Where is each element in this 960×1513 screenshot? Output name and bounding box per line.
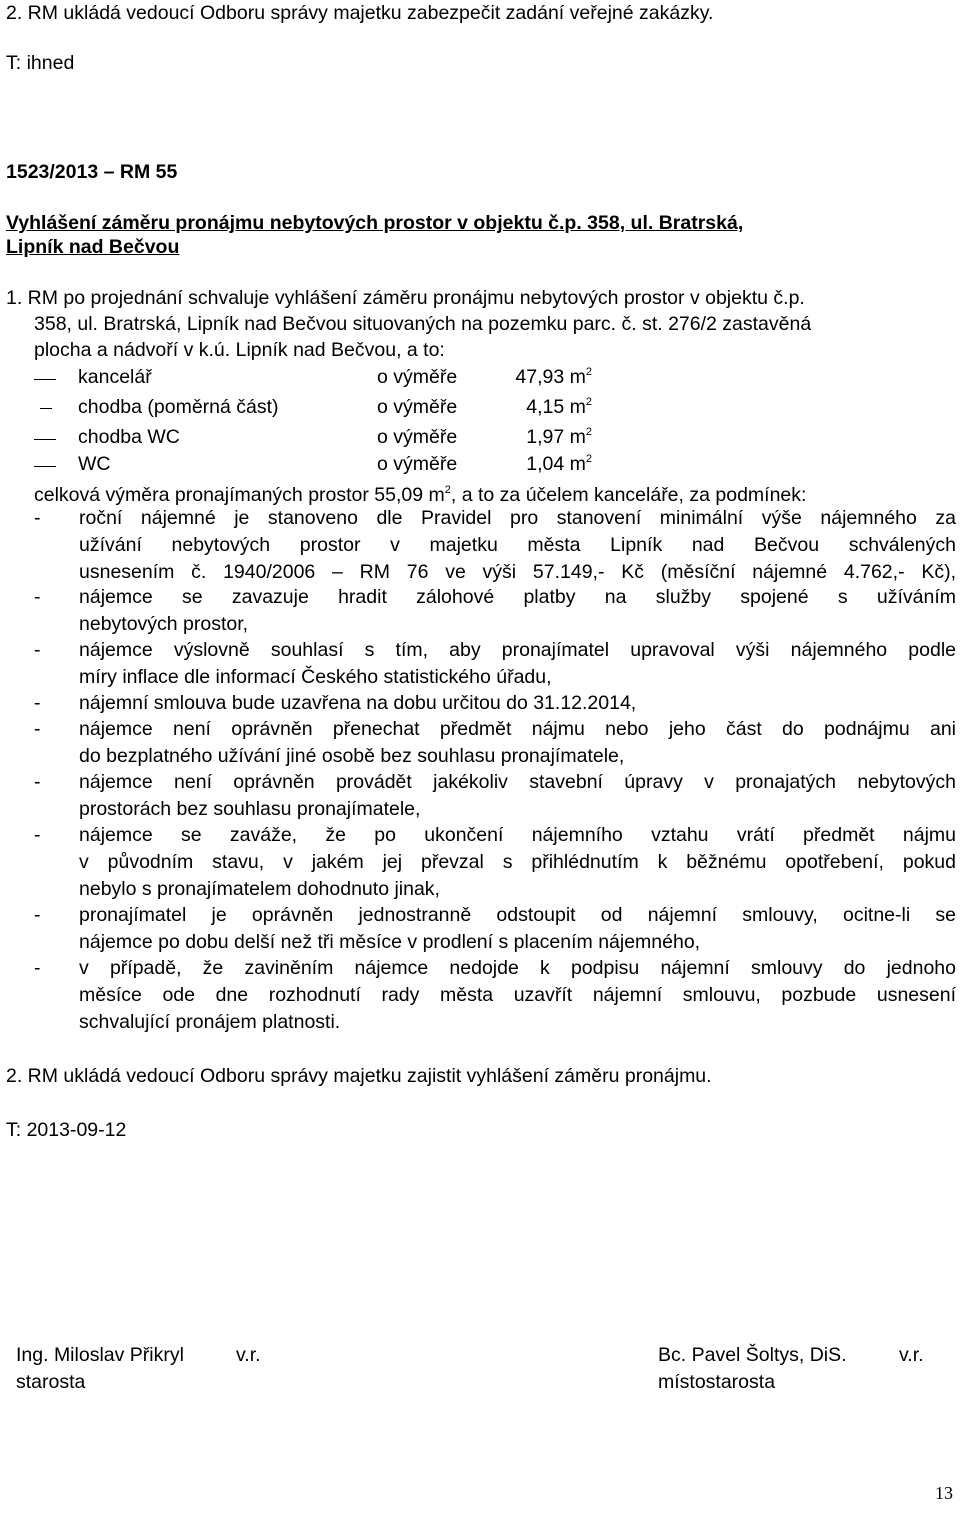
area-row [0, 453, 960, 480]
signature-right-name: Bc. Pavel Šoltys, DiS. [658, 1344, 847, 1366]
condition-line: nebytových prostor, [79, 613, 249, 635]
area-row [0, 426, 960, 453]
dash-bullet [34, 379, 56, 380]
condition-line: schvalující pronájem platnosti. [79, 1011, 341, 1033]
condition-line: užívání nebytových prostor v majetku města Lipník nad Bečvou schválených [79, 534, 956, 556]
condition-line: nájemce není oprávněn provádět jakékoliv stavební úpravy v pronajatých nebytových [79, 771, 956, 793]
area-name: kancelář [78, 366, 152, 388]
dash-bullet: - [34, 586, 41, 608]
condition-line: nebylo s pronajímatelem dohodnuto jinak, [79, 878, 440, 900]
dash-bullet [40, 409, 62, 410]
condition-line: nájemní smlouva bude uzavřena na dobu určitou do 31.12.2014, [79, 692, 637, 714]
signature-right-vr: v.r. [899, 1344, 924, 1366]
condition-line: nájemce není oprávněn přenechat předmět nájmu nebo jeho část do podnájmu ani [79, 718, 956, 740]
area-row [0, 366, 960, 393]
condition-line: roční nájemné je stanoveno dle Pravidel pro stanovení minimální výše nájemného za [79, 507, 956, 529]
previous-item-2: 2. RM ukládá vedoucí Odboru správy majetku zabezpečit zadání veřejné zakázky. [6, 2, 714, 24]
resolution-item-2: 2. RM ukládá vedoucí Odboru správy majetku zajistit vyhlášení záměru pronájmu. [6, 1065, 712, 1087]
condition-line: v případě, že zaviněním nájemce nedojde k podpisu nájemní smlouvy do jednoho [79, 957, 956, 979]
resolution-term: T: 2013-09-12 [6, 1119, 127, 1141]
area-label: o výměře [377, 426, 458, 448]
condition-line: do bezplatného užívání jiné osobě bez souhlasu pronajímatele, [79, 745, 625, 767]
condition-line: prostorách bez souhlasu pronajímatele, [79, 798, 421, 820]
condition-line: nájemce výslovně souhlasí s tím, aby pronajímatel upravoval výši nájemného podle [79, 639, 956, 661]
paragraph-1-line3: plocha a nádvoří v k.ú. Lipník nad Bečvou, a to: [34, 339, 445, 361]
area-value: 4,15 $m^2$ [526, 396, 592, 418]
dash-bullet: - [34, 824, 41, 846]
area-label: o výměře [377, 396, 458, 418]
resolution-title-line2: Lipník nad Bečvou [6, 236, 180, 258]
area-value: 1,04 $m^2$ [526, 453, 592, 475]
condition-line: v původním stavu, v jakém jej převzal s přihlédnutím k běžnému opotřebení, pokud [79, 851, 956, 873]
paragraph-1-line1: 1. RM po projednání schvaluje vyhlášení záměru pronájmu nebytových prostor v objektu č.p. [6, 287, 805, 309]
paragraph-1-line2: 358, ul. Bratrská, Lipník nad Bečvou situovaných na pozemku parc. č. st. 276/2 zastavěná [34, 313, 812, 335]
condition-line: nájemce se zavazuje hradit zálohové platby na služby spojené s užíváním [79, 586, 956, 608]
signature-left-role: starosta [16, 1371, 86, 1393]
condition-line: pronajímatel je oprávněn jednostranně odstoupit od nájemní smlouvy, ocitne-li se [79, 904, 956, 926]
previous-term: T: ihned [6, 52, 75, 74]
dash-bullet [34, 439, 56, 440]
area-name: WC [78, 453, 111, 475]
condition-line: nájemce po dobu delší než tři měsíce v prodlení s placením nájemného, [79, 931, 701, 953]
dash-bullet: - [34, 718, 41, 740]
signature-right-role: místostarosta [658, 1371, 776, 1393]
dash-bullet [34, 466, 56, 467]
area-value: 1,97 $m^2$ [526, 426, 592, 448]
condition-line: míry inflace dle informací Českého statistického úřadu, [79, 666, 552, 688]
dash-bullet: - [34, 957, 41, 979]
signature-left-name: Ing. Miloslav Přikryl [16, 1344, 184, 1366]
dash-bullet: - [34, 771, 41, 793]
condition-line: usnesením č. 1940/2006 – RM 76 ve výši 57.149,- Kč (měsíční nájemné 4.762,- Kč), [79, 561, 956, 583]
condition-line: měsíce ode dne rozhodnutí rady města uzavřít nájemní smlouvu, pozbude usnesení [79, 984, 956, 1006]
area-name: chodba WC [78, 426, 180, 448]
total-area: celková výměra pronajímaných prostor 55,09 $m^2$, a to za účelem kanceláře, za podmínek: [34, 484, 807, 506]
resolution-number: 1523/2013 – RM 55 [6, 161, 178, 183]
dash-bullet: - [34, 692, 41, 714]
condition-line: nájemce se zaváže, že po ukončení nájemního vztahu vrátí předmět nájmu [79, 824, 956, 846]
signature-left-vr: v.r. [236, 1344, 261, 1366]
area-value: 47,93 $m^2$ [515, 366, 592, 388]
page-number: 13 [935, 1483, 953, 1503]
area-label: o výměře [377, 453, 458, 475]
dash-bullet: - [34, 904, 41, 926]
area-name: chodba (poměrná část) [78, 396, 279, 418]
area-row [0, 396, 960, 423]
dash-bullet: - [34, 639, 41, 661]
dash-bullet: - [34, 507, 41, 529]
area-label: o výměře [377, 366, 458, 388]
resolution-title-line1: Vyhlášení záměru pronájmu nebytových prostor v objektu č.p. 358, ul. Bratrská, [6, 212, 744, 234]
